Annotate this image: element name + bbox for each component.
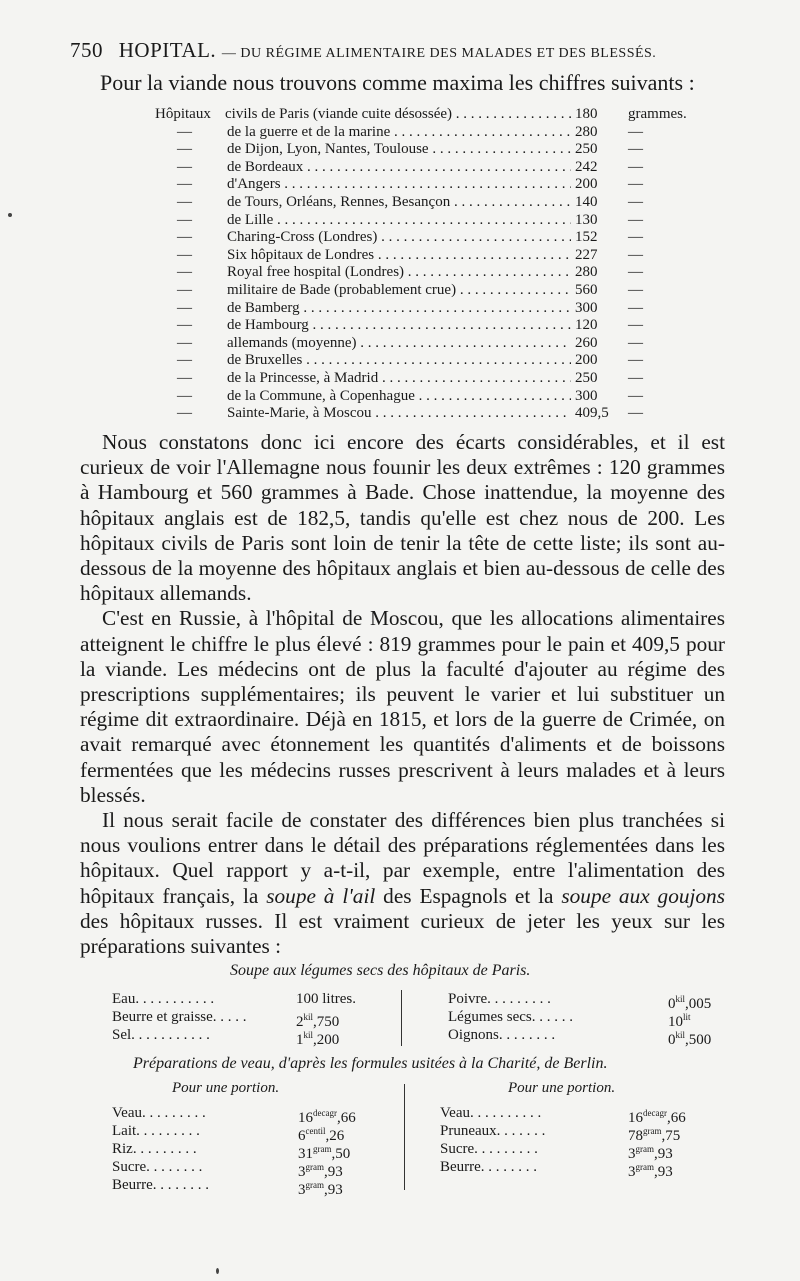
- soup-ingredients-right: [448, 990, 712, 1048]
- paragraph-text: des Espagnols et la: [375, 883, 562, 908]
- ingredient-name: Oignons. . . . . . . .: [448, 1027, 556, 1043]
- hospital-row: [155, 405, 675, 423]
- hospital-row: [155, 124, 675, 142]
- hospital-name: de Bruxelles . . .: [227, 352, 627, 370]
- hospital-name: de Tours, Orléans, Rennes, Besançon . . .: [227, 194, 627, 212]
- hospital-name: Charing-Cross (Londres) . . .: [227, 229, 627, 247]
- ingredient-row: [440, 1140, 700, 1162]
- header-subtitle: — DU RÉGIME ALIMENTAIRE DES MALADES ET DES BLESSÉS.: [221, 46, 657, 61]
- ingredient-row: [112, 1008, 372, 1030]
- hospital-row: [155, 106, 687, 124]
- ingredient-row: [112, 1140, 372, 1162]
- hospital-name: allemands (moyenne) . . .: [227, 335, 627, 353]
- row-prefix: Hôpitaux: [155, 106, 211, 122]
- hospital-row: [155, 317, 675, 335]
- meat-value: 280: [571, 264, 635, 282]
- ingredient-name: Beurre et graisse. . . . .: [112, 1009, 247, 1025]
- column-divider: [404, 1084, 405, 1190]
- ditto-dash: —: [177, 352, 192, 369]
- ditto-dash: —: [628, 299, 643, 316]
- ingredient-quantity: $2^{kil},750$: [296, 1012, 340, 1030]
- meat-value: 260: [571, 335, 635, 353]
- ingredient-quantity: $0^{kil},500$: [668, 1030, 712, 1048]
- ditto-dash: —: [628, 141, 643, 158]
- ingredient-name: Sel. . . . . . . . . . .: [112, 1027, 210, 1043]
- hospital-name: de Bordeaux . . .: [227, 159, 627, 177]
- paragraph: C'est en Russie, à l'hôpital de Moscou, que les allocations alimentaires atteignent le chiffre le plus élevé : 819 grammes pour le pain et 409,5 pour la viande. Les médecins ont de plus la faculté d'ajouter au régime des prescriptions supplémentaires; ils peuvent le varier et lui substituer un régime dit extraordinaire. Déjà en 1815, et lors de la guerre de Crimée, on avait remarqué avec étonnement les quantités d'aliments et de boissons fermentées que les médecins russes prescrivent à leurs malades et à leurs blessés.: [80, 606, 725, 807]
- ingredient-name: Légumes secs. . . . . .: [448, 1009, 573, 1025]
- hospital-meat-table: [155, 106, 687, 423]
- meat-value: 227: [571, 247, 635, 265]
- meat-value: 200: [571, 352, 635, 370]
- ditto-dash: —: [177, 387, 192, 404]
- running-header: [70, 38, 770, 63]
- paragraph: Nous constatons donc ici encore des écarts considérables, et il est curieux de voir l'Allemagne nous fouınir les deux extrêmes : 120 grammes à Hambourg et 560 grammes à Bade. Chose inattendue, la moyenne des hôpitaux anglais est de 182,5, tandis qu'elle est chez nous de 200. Les hôpitaux civils de Paris sont loin de tenir la tête de cette liste; ils sont au-dessous de la moyenne des hôpitaux anglais et bien au-dessous de celle des hôpitaux allemands.: [80, 430, 725, 606]
- meat-value: 130: [571, 212, 635, 230]
- ditto-dash: —: [628, 246, 643, 263]
- ingredient-name: Veau. . . . . . . . . .: [440, 1105, 542, 1121]
- unit: grammes.: [628, 106, 687, 122]
- ingredient-row: [448, 1026, 712, 1048]
- veal-recipe-title: Préparations de veau, d'après les formules usitées à la Charité, de Berlin.: [133, 1055, 608, 1072]
- hospital-row: [155, 335, 675, 353]
- meat-value: 120: [571, 317, 635, 335]
- hospital-name: Six hôpitaux de Londres . . .: [227, 247, 627, 265]
- ingredient-quantity: $78^{gram},75$: [628, 1126, 681, 1144]
- ingredient-quantity: $10^{lit}$: [668, 1012, 691, 1030]
- ingredient-name: Pruneaux. . . . . . .: [440, 1123, 546, 1139]
- ingredient-name: Sucre. . . . . . . .: [112, 1159, 203, 1175]
- meat-value: 250: [571, 141, 635, 159]
- meat-value: 409,5: [571, 405, 635, 423]
- column-divider: [401, 990, 402, 1046]
- ingredient-name: Poivre. . . . . . . . .: [448, 991, 551, 1007]
- ingredient-row: [112, 1176, 372, 1198]
- ditto-dash: —: [628, 211, 643, 228]
- ditto-dash: —: [628, 158, 643, 175]
- ditto-dash: —: [628, 334, 643, 351]
- ditto-dash: —: [177, 405, 192, 422]
- ditto-dash: —: [177, 281, 192, 298]
- ingredient-name: Beurre. . . . . . . .: [112, 1177, 210, 1193]
- ingredient-quantity: $16^{decagr},66$: [298, 1108, 356, 1126]
- soup-ingredients-left: [112, 990, 372, 1048]
- hospital-name: de la guerre et de la marine . . .: [227, 124, 627, 142]
- meat-value: 180: [571, 106, 635, 124]
- hospital-name: Sainte-Marie, à Moscou . . .: [227, 405, 627, 423]
- ditto-dash: —: [628, 405, 643, 422]
- hospital-row: [155, 212, 675, 230]
- ingredient-quantity: $6^{centil},26$: [298, 1126, 345, 1144]
- ingredient-row: [112, 1104, 372, 1126]
- ditto-dash: —: [177, 158, 192, 175]
- ditto-dash: —: [177, 229, 192, 246]
- ditto-dash: —: [177, 176, 192, 193]
- ditto-dash: —: [628, 387, 643, 404]
- ingredient-row: [448, 990, 712, 1012]
- scan-speck: [8, 213, 12, 217]
- hospital-name: de Bamberg . . .: [227, 300, 627, 318]
- ingredient-row: [112, 1122, 372, 1144]
- hospital-row: [155, 141, 675, 159]
- hospital-row: [155, 388, 675, 406]
- ditto-dash: —: [177, 264, 192, 281]
- hospital-name: d'Angers . . .: [227, 176, 627, 194]
- ingredient-row: [440, 1158, 700, 1180]
- hospital-row: [155, 300, 675, 318]
- ingredient-row: [440, 1122, 700, 1144]
- portion-heading-left: Pour une portion.: [172, 1080, 280, 1096]
- ingredient-quantity: $0^{kil},005$: [668, 994, 712, 1012]
- hospital-name: civils de Paris (viande cuite désossée) . . .: [225, 106, 625, 124]
- hospital-name: de la Commune, à Copenhague . . .: [227, 388, 627, 406]
- paragraph-text: Il nous serait facile de constater des différences bien plus tranchées si nous voulions entrer dans le détail des préparations réglementées dans les hôpitaux. Quel rapport y a-t-il, par exemple, entre l'alimentation des hôpitaux français, la: [80, 808, 725, 908]
- header-title: HOPITAL.: [118, 38, 217, 62]
- emphasis: soupe à l'ail: [266, 883, 376, 908]
- ingredient-row: [440, 1104, 700, 1126]
- ditto-dash: —: [177, 193, 192, 210]
- ditto-dash: —: [628, 123, 643, 140]
- ditto-dash: —: [177, 317, 192, 334]
- ingredient-row: [448, 1008, 708, 1030]
- hospital-row: [155, 194, 675, 212]
- ingredient-name: Riz. . . . . . . . .: [112, 1141, 197, 1157]
- paragraph: [80, 808, 725, 959]
- meat-value: 152: [571, 229, 635, 247]
- ingredient-row: [112, 1158, 372, 1180]
- ditto-dash: —: [177, 369, 192, 386]
- ingredient-name: Lait. . . . . . . . .: [112, 1123, 200, 1139]
- hospital-row: [155, 176, 675, 194]
- ingredient-name: Veau. . . . . . . . .: [112, 1105, 206, 1121]
- emphasis: soupe aux goujons: [561, 883, 725, 908]
- ditto-dash: —: [177, 334, 192, 351]
- ingredient-row: [112, 1026, 372, 1048]
- hospital-name: Royal free hospital (Londres) . . .: [227, 264, 627, 282]
- ditto-dash: —: [628, 281, 643, 298]
- hospital-row: [155, 370, 675, 388]
- hospital-row: [155, 352, 675, 370]
- ditto-dash: —: [177, 211, 192, 228]
- scan-speck: [216, 1268, 219, 1274]
- paragraph-text: des hôpitaux russes. Il est vraiment curieux de jeter les yeux sur les préparations suivantes :: [80, 908, 725, 959]
- hospital-row: [155, 159, 675, 177]
- meat-value: 250: [571, 370, 635, 388]
- ditto-dash: —: [177, 141, 192, 158]
- soup-recipe-title: Soupe aux légumes secs des hôpitaux de Paris.: [230, 962, 531, 979]
- ditto-dash: —: [177, 246, 192, 263]
- hospital-name: de Lille . . .: [227, 212, 627, 230]
- ditto-dash: —: [628, 352, 643, 369]
- ditto-dash: —: [628, 264, 643, 281]
- veal-ingredients-right: [440, 1104, 700, 1180]
- hospital-row: [155, 282, 675, 300]
- meat-value: 300: [571, 388, 635, 406]
- ingredient-quantity: $3^{gram},93$: [298, 1162, 343, 1180]
- hospital-name: de Hambourg . . .: [227, 317, 627, 335]
- ingredient-name: Beurre. . . . . . . .: [440, 1159, 538, 1175]
- hospital-name: militaire de Bade (probablement crue) . . .: [227, 282, 627, 300]
- ingredient-quantity: $3^{gram},93$: [628, 1144, 673, 1162]
- ingredient-quantity: $1^{kil},200$: [296, 1030, 340, 1048]
- meat-value: 300: [571, 300, 635, 318]
- meat-value: 280: [571, 124, 635, 142]
- hospital-name: de Dijon, Lyon, Nantes, Toulouse . . .: [227, 141, 627, 159]
- ingredient-quantity: $31^{gram},50$: [298, 1144, 351, 1162]
- ditto-dash: —: [628, 193, 643, 210]
- hospital-row: [155, 247, 675, 265]
- meat-value: 140: [571, 194, 635, 212]
- hospital-row: [155, 264, 675, 282]
- ditto-dash: —: [628, 176, 643, 193]
- body-text: [80, 430, 725, 959]
- ditto-dash: —: [628, 369, 643, 386]
- ingredient-quantity: $16^{decagr},66$: [628, 1108, 686, 1126]
- ingredient-quantity: $3^{gram},93$: [628, 1162, 673, 1180]
- page-number: 750: [70, 38, 103, 62]
- portion-heading-right: Pour une portion.: [508, 1080, 616, 1096]
- hospital-row: [155, 229, 675, 247]
- ingredient-name: Eau. . . . . . . . . . .: [112, 991, 215, 1007]
- ingredient-quantity: $3^{gram},93$: [298, 1180, 343, 1198]
- ingredient-quantity: 100 litres.: [296, 991, 356, 1007]
- intro-sentence: Pour la viande nous trouvons comme maxima les chiffres suivants :: [100, 70, 695, 95]
- ditto-dash: —: [177, 123, 192, 140]
- ditto-dash: —: [628, 229, 643, 246]
- veal-ingredients-left: [112, 1104, 372, 1198]
- hospital-name: de la Princesse, à Madrid . . .: [227, 370, 627, 388]
- ditto-dash: —: [177, 299, 192, 316]
- meat-value: 560: [571, 282, 635, 300]
- meat-value: 200: [571, 176, 635, 194]
- ingredient-row: [112, 990, 372, 1008]
- ditto-dash: —: [628, 317, 643, 334]
- ingredient-name: Sucre. . . . . . . . .: [440, 1141, 538, 1157]
- meat-value: 242: [571, 159, 635, 177]
